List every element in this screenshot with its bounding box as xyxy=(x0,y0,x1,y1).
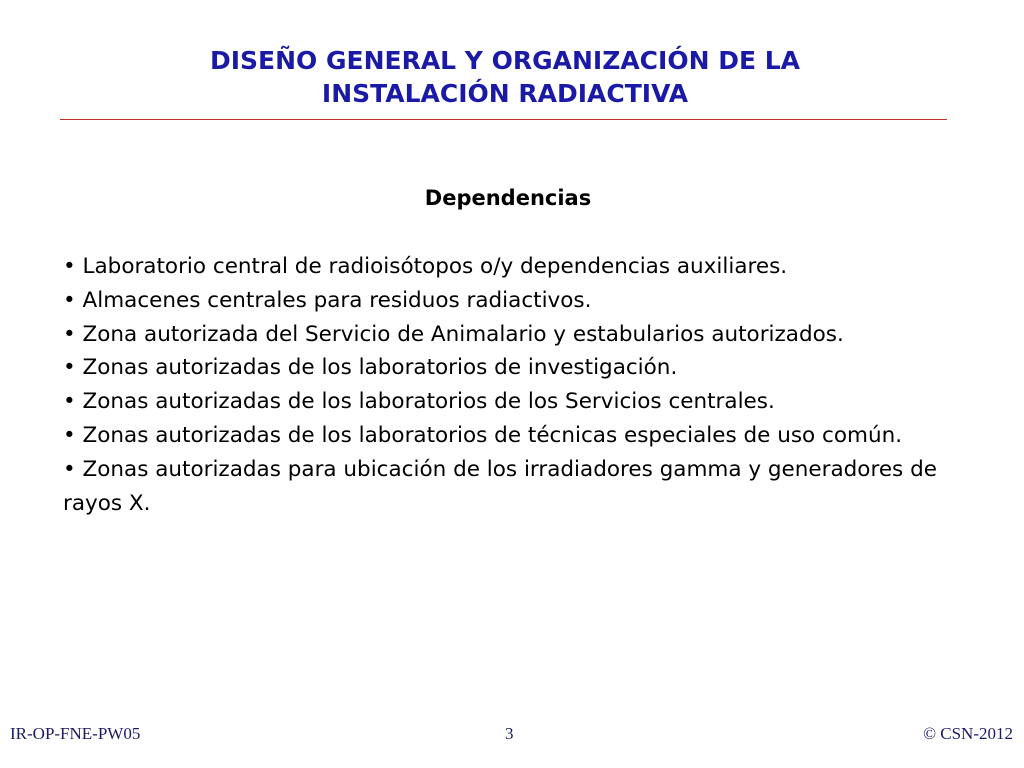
title-divider xyxy=(60,119,947,120)
slide-title xyxy=(60,44,950,110)
bullet-item: • Laboratorio central de radioisótopos o/y dependencias auxiliares. xyxy=(63,254,788,279)
bullet-item: • Almacenes centrales para residuos radiactivos. xyxy=(63,287,592,313)
slide-title-line-1: DISEÑO GENERAL Y ORGANIZACIÓN DE LA xyxy=(209,46,801,75)
footer-document-code: IR-OP-FNE-PW05 xyxy=(10,724,141,743)
bullet-item: • Zona autorizada del Servicio de Animalario y estabularios autorizados. xyxy=(63,321,844,347)
slide-title-line-2: INSTALACIÓN RADIACTIVA xyxy=(321,79,689,108)
bullet-item: • Zonas autorizadas de los laboratorios de investigación. xyxy=(63,355,678,381)
section-heading: Dependencias xyxy=(424,186,592,210)
footer-copyright: © CSN-2012 xyxy=(923,724,1013,743)
bullet-item: • Zonas autorizadas de los laboratorios de técnicas especiales de uso común. xyxy=(63,422,903,448)
bullet-item: • Zonas autorizadas de los laboratorios de los Servicios centrales. xyxy=(63,389,775,415)
bullet-list xyxy=(63,250,943,520)
bullet-item: • Zonas autorizadas para ubicación de los irradiadores gamma y generadores de rayos X. xyxy=(63,456,937,516)
footer-page-number: 3 xyxy=(505,724,514,743)
